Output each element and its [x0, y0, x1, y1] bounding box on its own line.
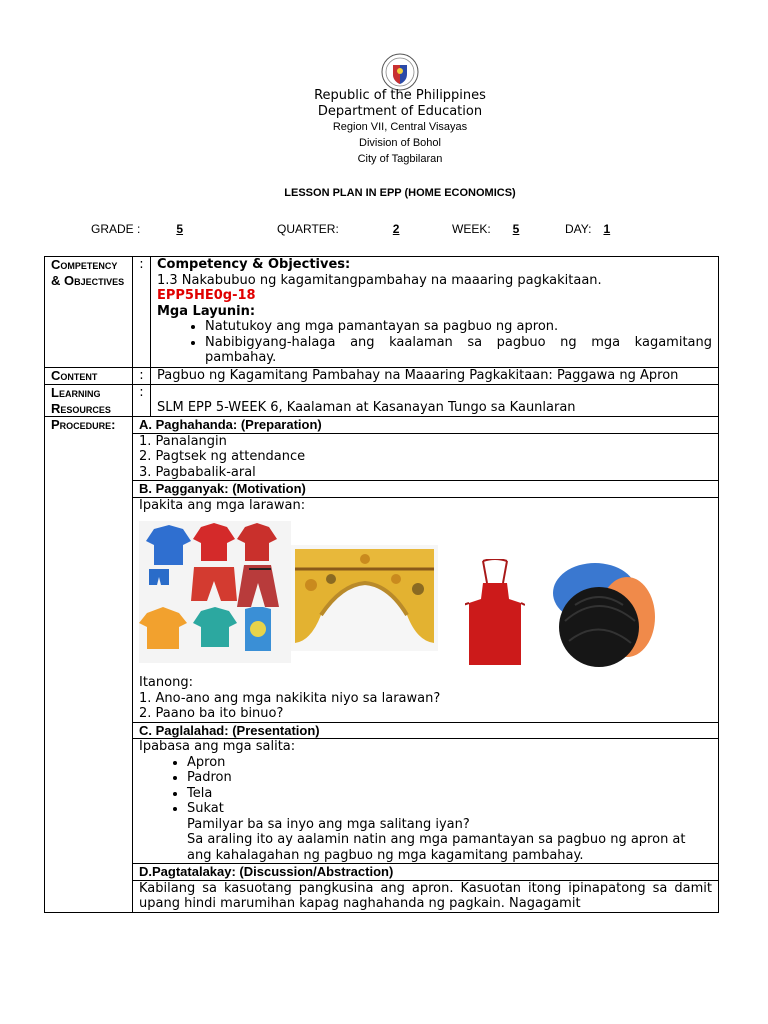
header-division: Division of Bohol	[359, 137, 441, 149]
vocab-item: • Padron	[187, 770, 712, 786]
layunin-heading: Mga Layunin:	[157, 303, 256, 319]
curtain-valance-image	[291, 545, 438, 651]
section-d-title: D.Pagtatalakay: (Discussion/Abstraction)	[133, 864, 719, 881]
resources-label: Learning Resources	[45, 385, 133, 417]
header-region: Region VII, Central Visayas	[332, 121, 468, 133]
competency-code: EPP5HE0g-18	[157, 288, 256, 303]
pot-holders-image	[551, 561, 655, 669]
grade-value: 5	[176, 222, 184, 236]
content-row	[45, 367, 719, 385]
section-a-title: A. Paghahanda: (Preparation)	[133, 417, 719, 434]
week-value: 5	[512, 222, 520, 236]
day-value: 1	[603, 222, 611, 236]
day-field: DAY: 1	[565, 222, 619, 236]
colon: :	[133, 257, 151, 368]
layunin-list	[157, 319, 712, 366]
content-label: Content	[45, 367, 133, 385]
resources-row	[45, 385, 719, 417]
deped-seal-logo	[381, 53, 419, 91]
layunin-item: • Natutukoy ang mga pamantayan sa pagbuo ng apron.	[205, 319, 712, 335]
vocab-item: • Sukat	[187, 801, 712, 817]
red-apron-image	[465, 559, 525, 667]
motivation-images	[139, 515, 712, 675]
quarter-value: 2	[392, 222, 400, 236]
lesson-plan-title: LESSON PLAN IN EPP (HOME ECONOMICS)	[284, 187, 516, 199]
content-text: Pagbuo ng Kagamitang Pambahay na Maaaring Pagkakitaan: Paggawa ng Apron	[151, 367, 719, 385]
lesson-plan-table	[44, 256, 719, 913]
competency-text: 1.3 Nakabubuo ng kagamitangpambahay na maaaring pagkakitaan.	[157, 272, 602, 288]
section-d-body: Kabilang sa kasuotang pangkusina ang apron. Kasuotan itong ipinapatong sa damit upang hindi marumihan kapag naghahanda ng pagkain. Nagagamit	[133, 880, 719, 912]
header-republic: Republic of the Philippines	[314, 88, 486, 103]
vocab-item: • Apron	[187, 755, 712, 771]
section-b-title: B. Pagganyak: (Motivation)	[133, 481, 719, 498]
resources-text: SLM EPP 5-WEEK 6, Kaalaman at Kasanayan Tungo sa Kaunlaran	[151, 385, 719, 417]
section-a-body: 1. Panalangin 2. Pagtsek ng attendance 3. Pagbabalik-aral	[133, 433, 719, 481]
week-field: WEEK: 5	[452, 222, 530, 236]
header-city: City of Tagbilaran	[357, 153, 443, 165]
colon: :	[133, 367, 151, 385]
grade-field: GRADE : 5	[91, 222, 216, 236]
competency-cell	[151, 257, 719, 368]
vocab-item: • Tela	[187, 786, 712, 802]
layunin-item: • Nabibigyang-halaga ang kaalaman sa pagbuo ng mga kagamitang pambahay.	[205, 335, 712, 366]
section-b-body: Ipakita ang mga larawan: Itanong: 1. Ano-ano ang mga nakikita niyo sa larawan? 2. Paano ba ito binuo?	[133, 497, 719, 722]
competency-row	[45, 257, 719, 368]
children-clothes-image	[139, 521, 291, 663]
section-c-body: Ipabasa ang mga salita: • Apron • Padron • Tela • Sukat Pamilyar ba sa inyo ang mga salitang iyan? Sa araling ito ay aalamin natin ang mga pamantayan sa pagbuo ng apron at ang kahalagahan ng pagbuo ng mga kagamitang pambahay.	[133, 739, 719, 864]
section-c-title: C. Paglalahad: (Presentation)	[133, 722, 719, 739]
competency-heading: Competency & Objectives:	[157, 257, 351, 272]
header-deped: Department of Education	[317, 104, 483, 119]
quarter-field: QUARTER: 2	[277, 222, 432, 236]
vocabulary-list	[139, 755, 712, 817]
competency-label: Competency & Objectives	[45, 257, 133, 368]
procedure-label: Procedure:	[45, 417, 133, 913]
colon: :	[133, 385, 151, 417]
